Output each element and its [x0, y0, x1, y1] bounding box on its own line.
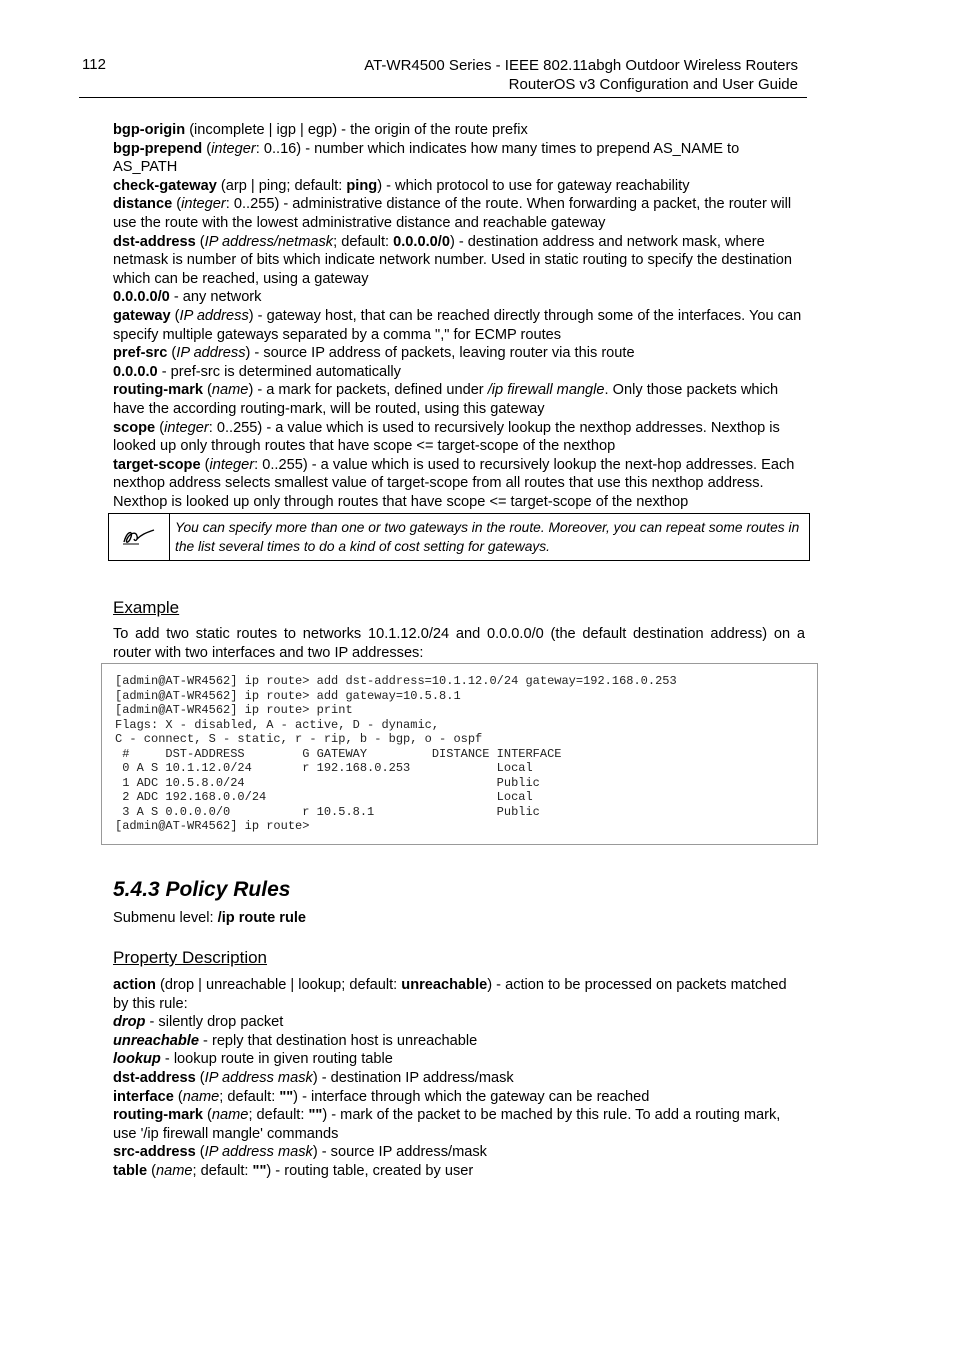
value-any-network: 0.0.0.0/0 - any network [113, 289, 262, 306]
property-interface: interface (name; default: "") - interface through which the gateway can be reached [113, 1088, 650, 1105]
example-intro: To add two static routes to networks 10.1.12.0/24 and 0.0.0.0/0 (the default destination address) on a router with two interfaces and two IP addresses: [113, 626, 805, 661]
header-rule [79, 97, 807, 98]
property-distance: distance (integer: 0..255) - administrative distance of the route. When forwarding a packet, the router will use the route with the lowest administrative distance and reachable gateway [113, 196, 792, 231]
value-lookup: lookup - lookup route in given routing table [113, 1051, 393, 1068]
document-title-line1: AT-WR4500 Series - IEEE 802.11abgh Outdoor Wireless Routers [364, 57, 798, 74]
value-unreachable: unreachable - reply that destination host is unreachable [113, 1032, 478, 1049]
property-dst-address: dst-address (IP address/netmask; default: 0.0.0.0/0) - destination address and network mask, where netmask is number of bits which indicate network number. Used in static routing to specify the destination which can be reached, using a gateway [113, 233, 792, 287]
property-gateway: gateway (IP address) - gateway host, that can be reached directly through some of the interfaces. You can specify multiple gateways separated by a comma "," for ECMP routes [113, 307, 802, 343]
pen-note-icon [109, 514, 170, 560]
document-title-line2: RouterOS v3 Configuration and User Guide [508, 76, 798, 93]
property-pref-src: pref-src (IP address) - source IP address of packets, leaving router via this route [113, 345, 635, 362]
property-check-gateway: check-gateway (arp | ping; default: ping) - which protocol to use for gateway reachability [113, 177, 690, 194]
property-bgp-origin: bgp-origin (incomplete | igp | egp) - the origin of the route prefix [113, 122, 528, 138]
example-heading: Example [113, 598, 180, 617]
section-title: 5.4.3 Policy Rules [113, 878, 291, 901]
property-target-scope: target-scope (integer: 0..255) - a value which is used to recursively lookup the next-hop addresses. Each nexthop address selects smallest value of target-scope from all routes that use this nexthop address. Nexthop is looked up only through routes that have scope <= target-scope of the nexthop [113, 456, 795, 510]
rule-property-list [113, 976, 805, 1181]
value-pref-src-auto: 0.0.0.0 - pref-src is determined automatically [113, 363, 401, 380]
property-routing-mark: routing-mark (name) - a mark for packets, defined under /ip firewall mangle. Only those packets which have the according routing-mark, will be routed, using this gateway [113, 382, 779, 417]
property-rule-dst-address: dst-address (IP address mask) - destination IP address/mask [113, 1069, 514, 1086]
property-bgp-prepend: bgp-prepend (integer: 0..16) - number which indicates how many times to prepend AS_NAME to AS_PATH [113, 140, 740, 176]
code-listing: [admin@AT-WR4562] ip route> add dst-address=10.1.12.0/24 gateway=192.168.0.253 [admin@AT-WR4562] ip route> add gateway=10.5.8.1 [admin@AT-WR4562] ip route> print Flags: X - disabled, A - active, D - dynamic, C - connect, S - static, r - rip, b - bgp, o - ospf # DST-ADDRESS G GATEWAY DISTANCE INTERFACE 0 A S 10.1.12.0/24 r 192.168.0.253 Local 1 ADC 10.5.8.0/24 Public 2 ADC 192.168.0.0/24 Local 3 A S 0.0.0.0/0 r 10.5.8.1 Public [admin@AT-WR4562] ip route> [115, 674, 677, 833]
page-number: 112 [82, 56, 106, 73]
value-drop: drop - silently drop packet [113, 1014, 284, 1031]
code-block [101, 663, 818, 845]
property-action: action (drop | unreachable | lookup; default: unreachable) - action to be processed on packets matched by this rule: [113, 977, 787, 1012]
submenu-level: Submenu level: /ip route rule [113, 910, 307, 926]
property-scope: scope (integer: 0..255) - a value which is used to recursively lookup the nexthop addresses. Nexthop is looked up only through routes that have scope <= target-scope of the nexthop [113, 419, 780, 455]
note-text: You can specify more than one or two gateways in the route. Moreover, you can repeat some routes in the list several times to do a kind of cost setting for gateways. [175, 520, 800, 554]
document-title [364, 56, 798, 94]
property-rule-routing-mark: routing-mark (name; default: "") - mark of the packet to be mached by this rule. To add a routing mark, use '/ip firewall mangle' commands [113, 1107, 781, 1142]
property-description-heading: Property Description [113, 948, 268, 967]
property-table: table (name; default: "") - routing table, created by user [113, 1162, 474, 1179]
note-box [108, 513, 810, 561]
route-property-list [113, 121, 805, 511]
property-src-address: src-address (IP address mask) - source IP address/mask [113, 1144, 487, 1161]
